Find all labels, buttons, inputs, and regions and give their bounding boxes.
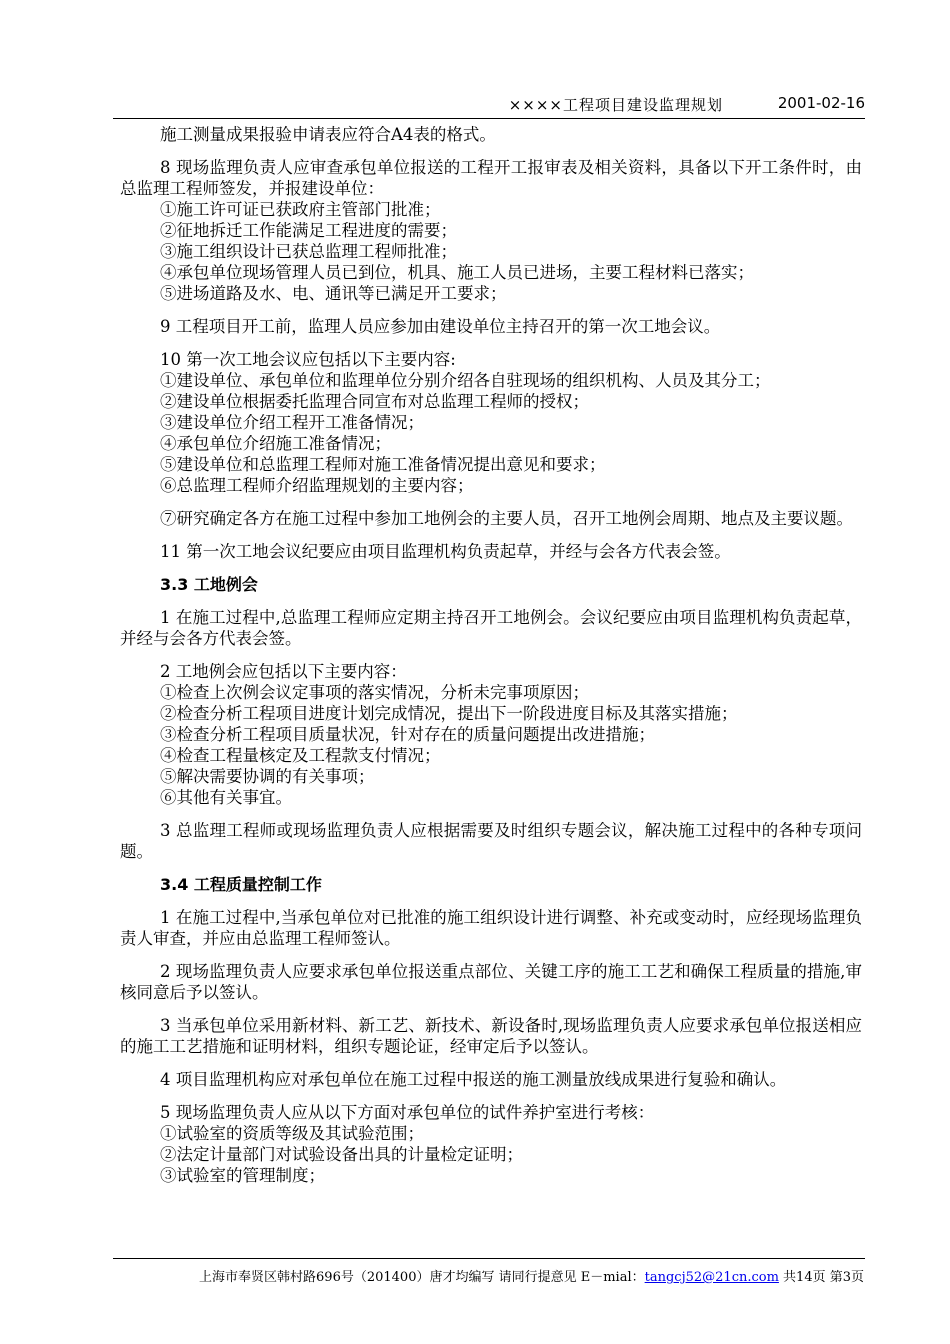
list-item: ⑥总监理工程师介绍监理规划的主要内容； [160,476,474,495]
list-item: ①建设单位、承包单位和监理单位分别介绍各自驻现场的组织机构、人员及其分工； [160,371,771,390]
paragraph: 3 当承包单位采用新材料、新工艺、新技术、新设备时,现场监理负责人应要求承包单位报送相应的施工工艺措施和证明材料，组织专题论证，经审定后予以签认。 [120,1016,862,1056]
paragraph: ⑦研究确定各方在施工过程中参加工地例会的主要人员，召开工地例会周期、地点及主要议题。 [160,509,853,528]
document-date: 2001-02-16 [777,94,865,112]
paragraph: 9 工程项目开工前，监理人员应参加由建设单位主持召开的第一次工地会议。 [160,317,721,336]
paragraph: 3 总监理工程师或现场监理负责人应根据需要及时组织专题会议，解决施工过程中的各种专项问题。 [120,821,862,861]
document-body [120,124,862,1186]
list-item: ⑤进场道路及水、电、通讯等已满足开工要求； [160,284,507,303]
list-item: ④承包单位现场管理人员已到位，机具、施工人员已进场，主要工程材料已落实； [160,263,754,282]
paragraph: 施工测量成果报验申请表应符合A4表的格式。 [160,125,496,144]
list-item: ⑥其他有关事宜。 [160,788,292,807]
footer-divider [113,1258,865,1259]
paragraph: 2 现场监理负责人应要求承包单位报送重点部位、关键工序的施工工艺和确保工程质量的措施,审核同意后予以签认。 [120,962,862,1002]
section-heading: 3.3 工地例会 [160,575,258,594]
paragraph: 1 在施工过程中,总监理工程师应定期主持召开工地例会。会议纪要应由项目监理机构负责起草，并经与会各方代表会签。 [120,608,862,648]
list-item: ①施工许可证已获政府主管部门批准； [160,200,441,219]
list-item: ③施工组织设计已获总监理工程师批准； [160,242,457,261]
page-footer [199,1266,864,1285]
paragraph: 8 现场监理负责人应审查承包单位报送的工程开工报审表及相关资料，具备以下开工条件时，由总监理工程师签发，并报建设单位： [120,158,862,198]
list-item: ②法定计量部门对试验设备出具的计量检定证明； [160,1145,523,1164]
page-count: 共14页 第3页 [778,1270,864,1285]
section-heading: 3.4 工程质量控制工作 [160,875,322,894]
list-item: ④承包单位介绍施工准备情况； [160,434,391,453]
paragraph: 2 工地例会应包括以下主要内容： [160,662,407,681]
list-item: ①检查上次例会议定事项的落实情况，分析未完事项原因； [160,683,589,702]
list-item: ②检查分析工程项目进度计划完成情况，提出下一阶段进度目标及其落实措施； [160,704,738,723]
list-item: ④检查工程量核定及工程款支付情况； [160,746,441,765]
list-item: ⑤建设单位和总监理工程师对施工准备情况提出意见和要求； [160,455,606,474]
email-link[interactable]: tangcj52@21cn.com [644,1270,779,1285]
paragraph: 1 在施工过程中,当承包单位对已批准的施工组织设计进行调整、补充或变动时，应经现场监理负责人审查，并应由总监理工程师签认。 [120,908,862,948]
list-item: ⑤解决需要协调的有关事项； [160,767,375,786]
footer-address: 上海市奉贤区韩村路696号（201400）唐才均编写 请同行提意见 E－mial： [199,1270,645,1285]
list-item: ②建设单位根据委托监理合同宣布对总监理工程师的授权； [160,392,589,411]
list-item: ③检查分析工程项目质量状况，针对存在的质量问题提出改进措施； [160,725,655,744]
paragraph: 4 项目监理机构应对承包单位在施工过程中报送的施工测量放线成果进行复验和确认。 [160,1070,787,1089]
paragraph: 10 第一次工地会议应包括以下主要内容: [160,350,456,369]
list-item: ①试验室的资质等级及其试验范围； [160,1124,424,1143]
list-item: ②征地拆迁工作能满足工程进度的需要； [160,221,457,240]
paragraph: 11 第一次工地会议纪要应由项目监理机构负责起草，并经与会各方代表会签。 [160,542,731,561]
page-header [113,94,865,119]
list-item: ③试验室的管理制度； [160,1166,325,1185]
paragraph: 5 现场监理负责人应从以下方面对承包单位的试件养护室进行考核： [160,1103,655,1122]
list-item: ③建设单位介绍工程开工准备情况； [160,413,424,432]
document-title: ××××工程项目建设监理规划 [508,96,723,114]
